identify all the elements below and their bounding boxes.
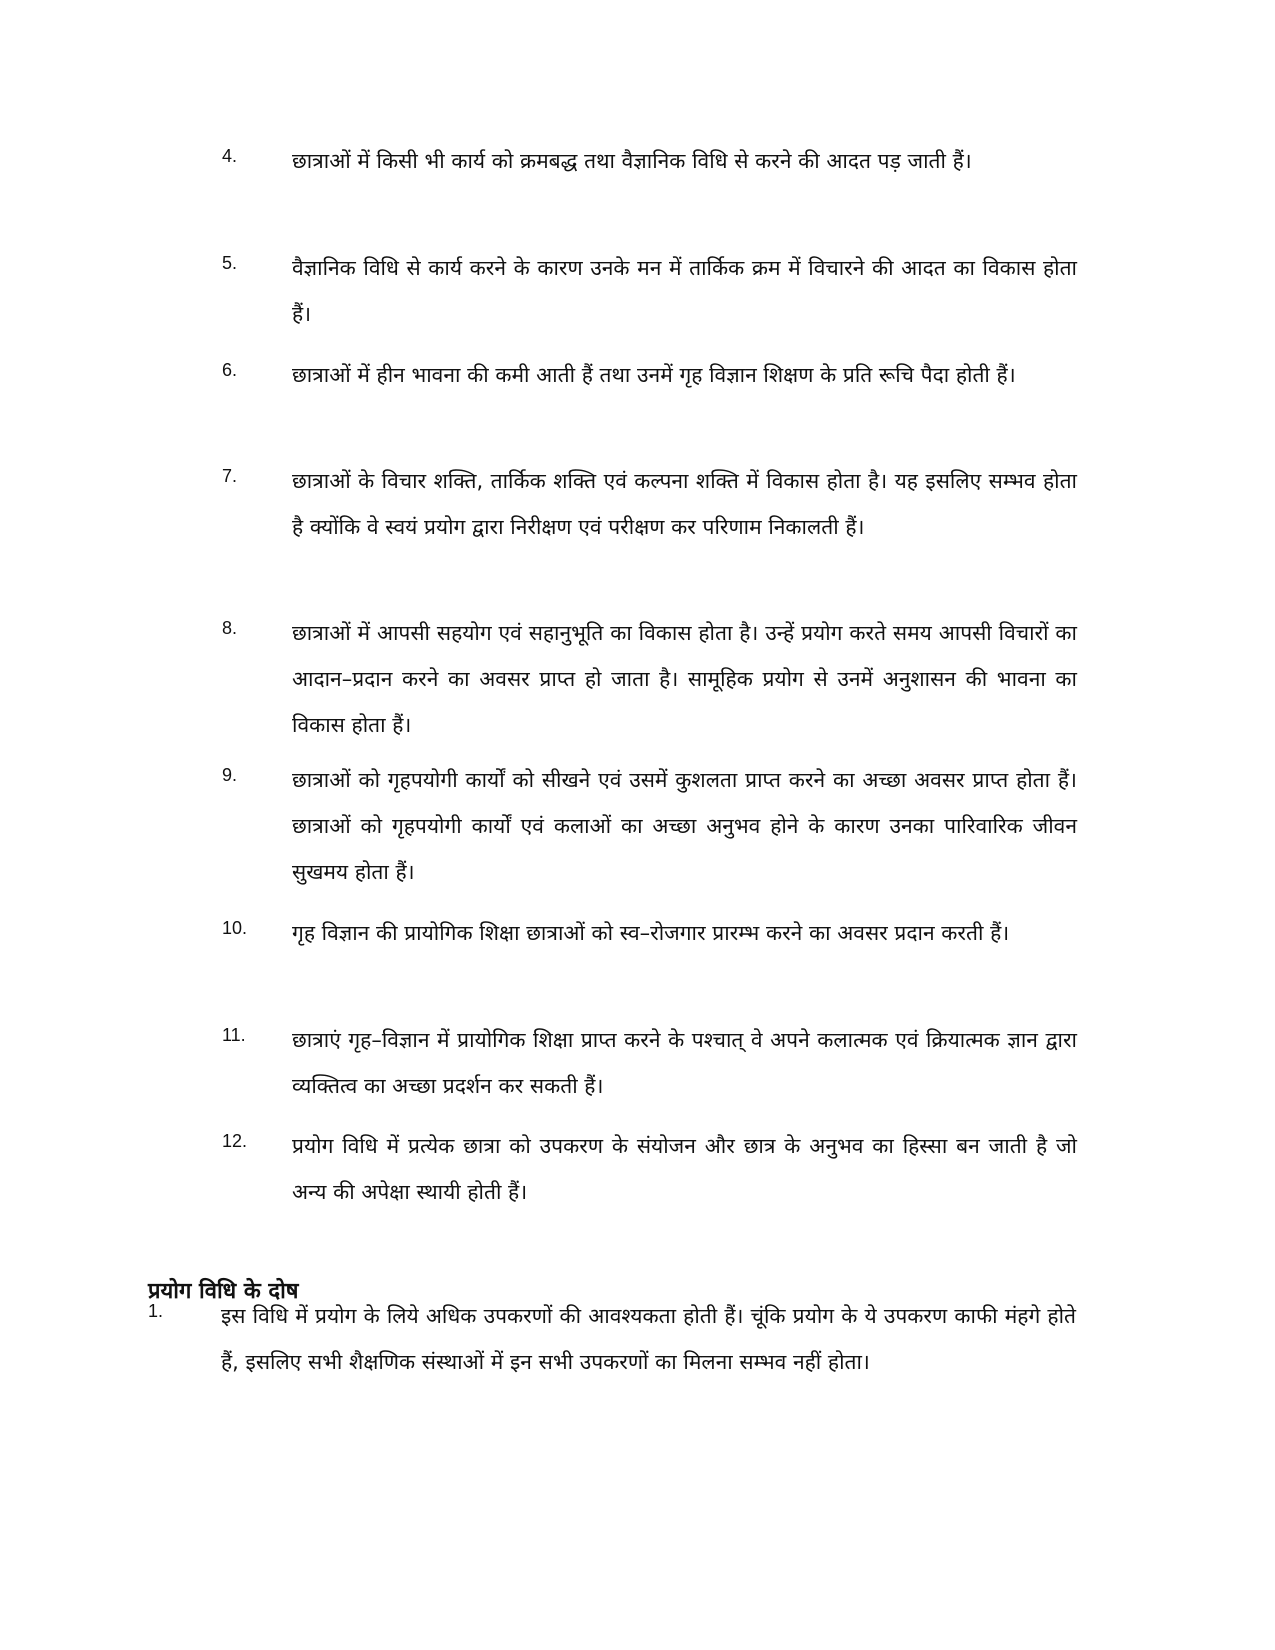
list-item [222,757,1077,895]
item-number: 9. [222,765,238,785]
item-number: 4. [222,146,238,166]
item-text: छात्राएं गृह–विज्ञान में प्रायोगिक शिक्षा प्राप्त करने के पश्चात् वे अपने कलात्मक एवं क्रियात्मक ज्ञान द्वारा व्यक्तित्व का अच्छा प्रदर्शन कर सकती हैं। [292,1028,1077,1098]
item-number: 11. [222,1025,246,1045]
section-heading: प्रयोग विधि के दोष [148,1279,299,1304]
item-number: 6. [222,360,238,380]
item-text: छात्राओं में किसी भी कार्य को क्रमबद्ध तथा वैज्ञानिक विधि से करने की आदत पड़ जाती हैं। [292,149,972,173]
item-number: 8. [222,618,238,638]
list-item [222,610,1077,748]
item-text: छात्राओं के विचार शक्ति, तार्किक शक्ति एवं कल्पना शक्ति में विकास होता है। यह इसलिए सम्भव होता है क्योंकि वे स्वयं प्रयोग द्वारा निरीक्षण एवं परीक्षण कर परिणाम निकालती हैं। [292,469,1077,539]
item-text: गृह विज्ञान की प्रायोगिक शिक्षा छात्राओं को स्व–रोजगार प्रारम्भ करने का अवसर प्रदान करती हैं। [292,921,1010,945]
item-number: 5. [222,253,238,273]
list-item [222,245,1077,337]
item-text: छात्राओं में आपसी सहयोग एवं सहानुभूति का विकास होता है। उन्हें प्रयोग करते समय आपसी विचारों का आदान–प्रदान करने का अवसर प्राप्त हो जाता है। सामूहिक प्रयोग से उनमें अनुशासन की भावना का विकास होता हैं। [292,621,1077,737]
list-item [222,138,1077,184]
item-text: छात्राओं में हीन भावना की कमी आती हैं तथा उनमें गृह विज्ञान शिक्षण के प्रति रूचि पैदा होती हैं। [292,363,1016,387]
item-text: प्रयोग विधि में प्रत्येक छात्रा को उपकरण के संयोजन और छात्र के अनुभव का हिस्सा बन जाती है जो अन्य की अपेक्षा स्थायी होती हैं। [292,1134,1077,1204]
item-text: छात्राओं को गृहपयोगी कार्यों को सीखने एवं उसमें कुशलता प्राप्त करने का अच्छा अवसर प्राप्त होता हैं। छात्राओं को गृहपयोगी कार्यों एवं कलाओं का अच्छा अनुभव होने के कारण उनका पारिवारिक जीवन सुखमय होता हैं। [292,768,1077,884]
item-number: 12. [222,1131,248,1151]
list-item [222,1123,1077,1215]
list-item [222,910,1077,956]
item-text: वैज्ञानिक विधि से कार्य करने के कारण उनके मन में तार्किक क्रम में विचारने की आदत का विकास होता हैं। [292,256,1077,326]
list-item [222,1017,1077,1109]
item-number: 1. [148,1301,164,1321]
list-item [222,458,1077,550]
item-number: 7. [222,466,238,486]
list-item [148,1293,1076,1385]
list-item [222,352,1077,398]
item-number: 10. [222,918,248,938]
item-text: इस विधि में प्रयोग के लिये अधिक उपकरणों की आवश्यकता होती हैं। चूंकि प्रयोग के ये उपकरण काफी मंहगे होते हैं, इसलिए सभी शैक्षणिक संस्थाओं में इन सभी उपकरणों का मिलना सम्भव नहीं होता। [221,1304,1076,1374]
